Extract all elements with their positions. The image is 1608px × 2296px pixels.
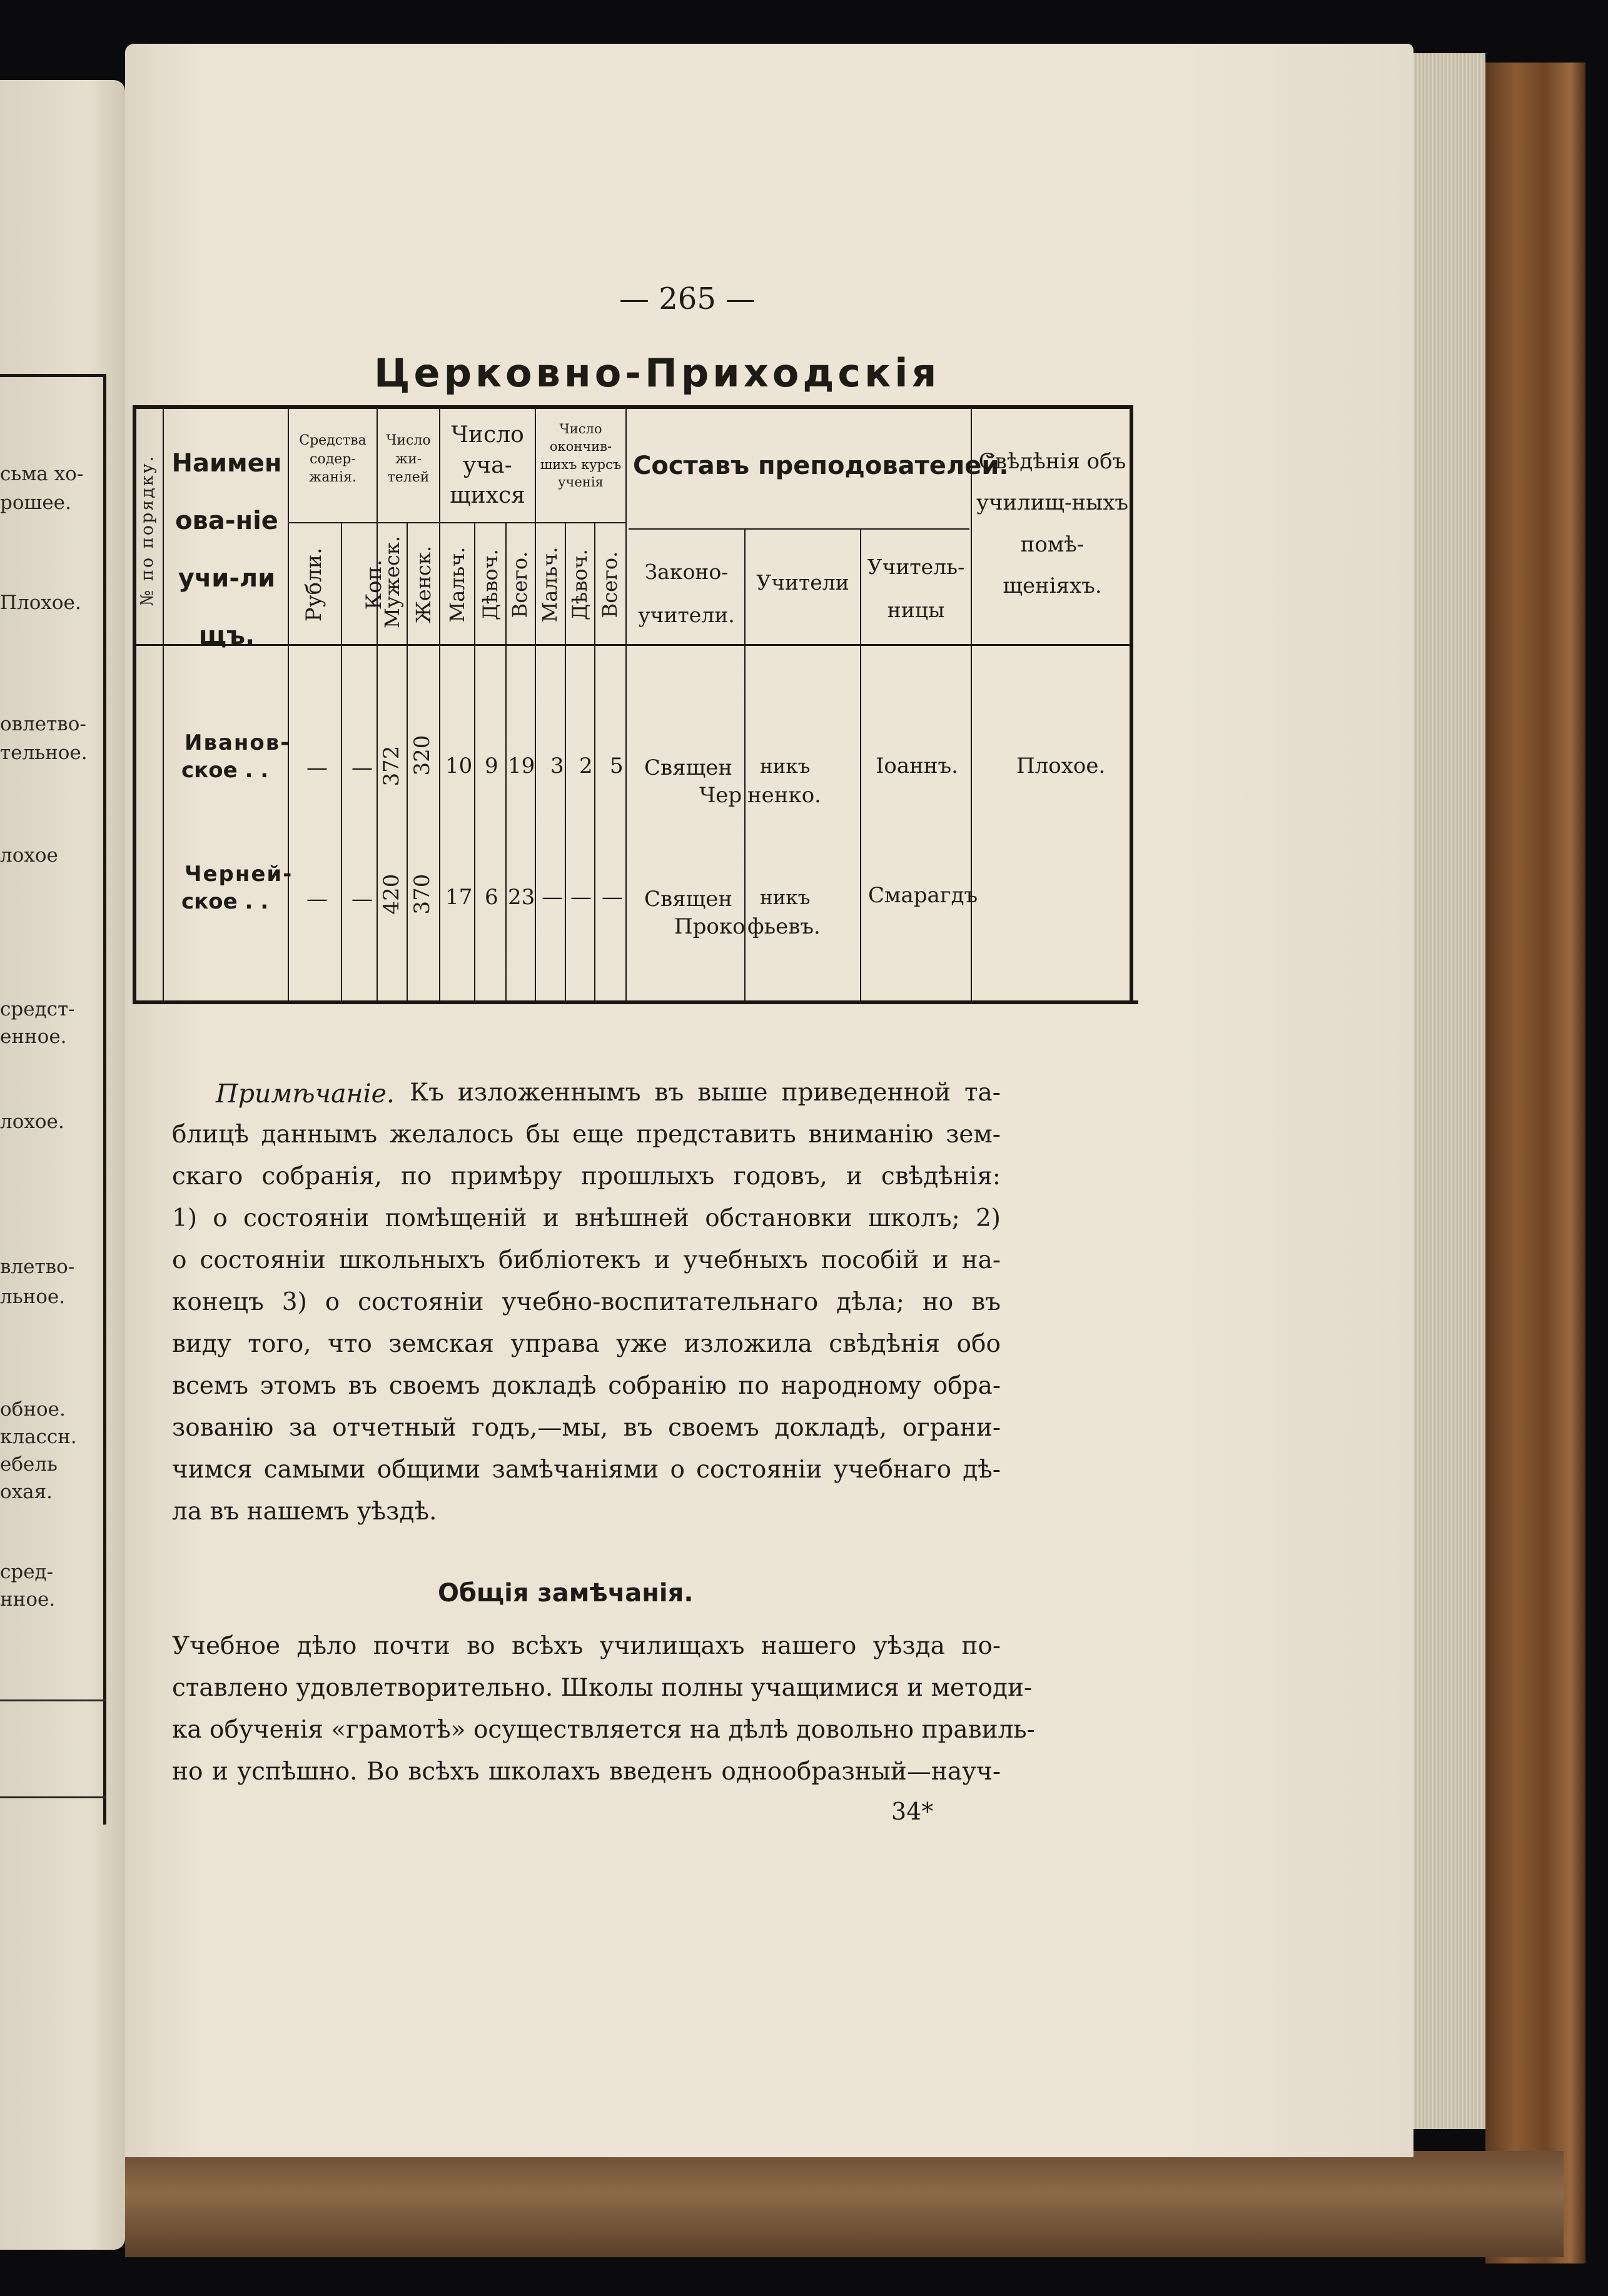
funds-rub: —: [306, 887, 328, 912]
left-fragment: лохое: [0, 844, 58, 867]
col-rule: [594, 522, 595, 1000]
col-rule: [407, 522, 408, 1000]
left-fragment: енное.: [0, 1025, 67, 1048]
header-subrule: [288, 522, 625, 523]
teacher-line1: никъ: [760, 755, 811, 778]
grad-girls: 2: [579, 753, 593, 778]
note-line: 1) о состояніи помѣщеній и внѣшней обстановки школъ; 2): [172, 1204, 1001, 1232]
grad-total: —: [602, 885, 623, 910]
left-fragment: сред-: [0, 1561, 54, 1583]
col-rule: [474, 522, 475, 1000]
left-fragment: ебель: [0, 1453, 58, 1476]
signature-mark: 34*: [891, 1798, 934, 1825]
teacher-line2: ненко.: [747, 783, 821, 808]
teacher-line2: фьевъ.: [747, 914, 821, 939]
grad-boys: 3: [550, 753, 564, 778]
note-line: скаго собранія, по примѣру прошлыхъ годовъ, и свѣдѣнія:: [172, 1162, 1001, 1191]
note-line: о состояніи школьныхъ библіотекъ и учебныхъ пособій и на-: [172, 1246, 1001, 1274]
grad-boys: —: [542, 885, 563, 910]
header-pupils-boys: Мальч.: [445, 546, 469, 623]
left-fragment: льное.: [0, 1286, 66, 1308]
body-line: ставлено удовлетворительно. Школы полны учащимися и методи-: [172, 1674, 1033, 1702]
note-line: всемъ этомъ въ своемъ докладѣ собранію по народному обра-: [172, 1372, 1001, 1400]
note-line: конецъ 3) о состояніи учебно-воспитательнаго дѣла; но въ: [172, 1288, 1001, 1316]
table-bottom-rule: [133, 1000, 1138, 1004]
col-rule: [288, 409, 289, 1000]
left-fragment: нное.: [0, 1588, 56, 1611]
funds-kop: —: [351, 755, 373, 780]
grad-girls: —: [570, 885, 592, 910]
header-staff: Составъ преподователей.: [633, 451, 1009, 480]
header-grad-boys: Мальч.: [538, 546, 562, 623]
note-line: блицѣ даннымъ желалось бы еще представить вниманію зем-: [172, 1120, 1001, 1149]
left-page-rule: [0, 1796, 106, 1798]
school-name-line2: ское . .: [181, 889, 269, 914]
book-binding: [125, 2151, 1564, 2257]
pupils-boys: 10: [445, 753, 473, 778]
pupils-girls: 9: [485, 753, 498, 778]
left-fragment: средст-: [0, 998, 75, 1020]
school-name-line1: Иванов-: [185, 730, 291, 755]
header-residents-women: Женск.: [412, 545, 435, 624]
note-line: ла въ нашемъ уѣздѣ.: [172, 1498, 437, 1526]
pupils-total: 23: [508, 885, 535, 910]
header-graduates: Число окончив-шихъ курсъ ученія: [540, 421, 622, 490]
note-line: Къ изложеннымъ въ выше приведенной та-: [410, 1079, 1001, 1107]
teacher-line1: никъ: [760, 887, 811, 909]
col-rule: [535, 409, 536, 1000]
premises-state: Плохое.: [1016, 753, 1106, 778]
school-name-line1: Черней-: [185, 862, 293, 887]
note-line: зованію за отчетный годъ,—мы, въ своемъ докладѣ, ограни-: [172, 1414, 1001, 1442]
pupils-boys: 17: [445, 885, 473, 910]
header-residents: Число жи-телей: [386, 433, 431, 486]
left-fragment: охая.: [0, 1481, 53, 1503]
header-grad-girls: Дѣвоч.: [568, 549, 592, 620]
section-heading: Общія замѣчанія.: [438, 1579, 694, 1608]
header-pupils-total: Всего.: [508, 551, 532, 618]
left-page-vertical-rule: [103, 374, 106, 1825]
header-staff-law: Законо-учители.: [638, 560, 735, 628]
residents-women: 320: [410, 735, 435, 776]
left-fragment: обное.: [0, 1398, 66, 1421]
header-row-number: № по порядку.: [138, 454, 157, 607]
header-funds-kop: Коп.: [362, 559, 387, 610]
table-right-border: [1130, 405, 1133, 1004]
left-fragment: влетво-: [0, 1256, 75, 1278]
col-rule: [625, 409, 627, 1000]
header-staff-women: Учитель-ницы: [867, 555, 965, 623]
left-fragment: сьма хо-: [0, 463, 84, 485]
table-top-rule: [133, 405, 1133, 409]
law-teacher-line1: Священ: [644, 887, 732, 912]
left-fragment: классн.: [0, 1426, 77, 1448]
funds-rub: —: [306, 755, 328, 780]
left-fragment: овлетво-: [0, 713, 86, 735]
header-grad-total: Всего.: [598, 551, 622, 618]
header-school-name: Наименова-ніе учи-лищъ.: [171, 449, 282, 650]
header-funds-rub: Рубли.: [301, 547, 326, 622]
law-teacher-line1: Священ: [644, 755, 732, 780]
col-rule: [377, 409, 378, 1000]
left-page-top-rule: [0, 374, 106, 377]
body-line: но и успѣшно. Во всѣхъ школахъ введенъ однообразный—науч-: [172, 1758, 1001, 1786]
school-name-line2: ское . .: [181, 758, 269, 783]
col-rule: [505, 522, 507, 1000]
col-rule: [971, 409, 972, 1000]
funds-kop: —: [351, 887, 373, 912]
law-teacher-line2: Проко: [674, 914, 746, 939]
page-number: — 265 —: [619, 281, 756, 316]
header-staff-teachers: Учители: [756, 570, 849, 595]
note-line: виду того, что земская управа уже изложила свѣдѣнія обо: [172, 1330, 1001, 1358]
page-edge: [1410, 53, 1485, 2129]
pupils-total: 19: [508, 753, 535, 778]
left-fragment: рошее.: [0, 491, 71, 514]
left-facing-page: [0, 80, 125, 2250]
note-label: Примѣчаніе.: [216, 1079, 395, 1109]
col-rule: [565, 522, 566, 1000]
pupils-girls: 6: [485, 885, 498, 910]
note-line: чимся самыми общими замѣчаніями о состояніи учебнаго дѣ-: [172, 1456, 1001, 1484]
header-funds: Средства содер-жанія.: [299, 433, 367, 486]
residents-men: 420: [379, 874, 404, 915]
law-teacher-line2: Чер: [699, 783, 742, 808]
left-fragment: тельное.: [0, 742, 88, 764]
header-subrule: [629, 528, 969, 530]
table-left-border: [133, 405, 136, 1004]
header-premises: Свѣдѣнія объ училищ-ныхъ помѣ-щеніяхъ.: [976, 449, 1129, 598]
body-line: ка обученія «грамотѣ» осуществляется на дѣлѣ довольно правиль-: [172, 1716, 1035, 1744]
grad-total: 5: [610, 753, 624, 778]
table-title: Церковно-Приходскія: [374, 350, 941, 396]
header-pupils-girls: Дѣвоч.: [478, 549, 502, 620]
left-page-rule: [0, 1699, 106, 1701]
female-teacher: Смарагдъ: [868, 883, 978, 908]
col-rule: [341, 522, 342, 1000]
book-cover: [1485, 63, 1585, 2263]
female-teacher: Іоаннъ.: [876, 753, 958, 778]
header-residents-men: Мужеск.: [380, 535, 404, 628]
left-fragment: Плохое.: [0, 592, 81, 614]
residents-women: 370: [410, 874, 435, 915]
left-fragment: лохое.: [0, 1110, 64, 1133]
header-pupils: Число уча-щихся: [450, 422, 525, 509]
body-line: Учебное дѣло почти во всѣхъ училищахъ нашего уѣзда по-: [172, 1632, 1001, 1660]
residents-men: 372: [379, 745, 404, 787]
col-rule: [163, 409, 164, 1000]
